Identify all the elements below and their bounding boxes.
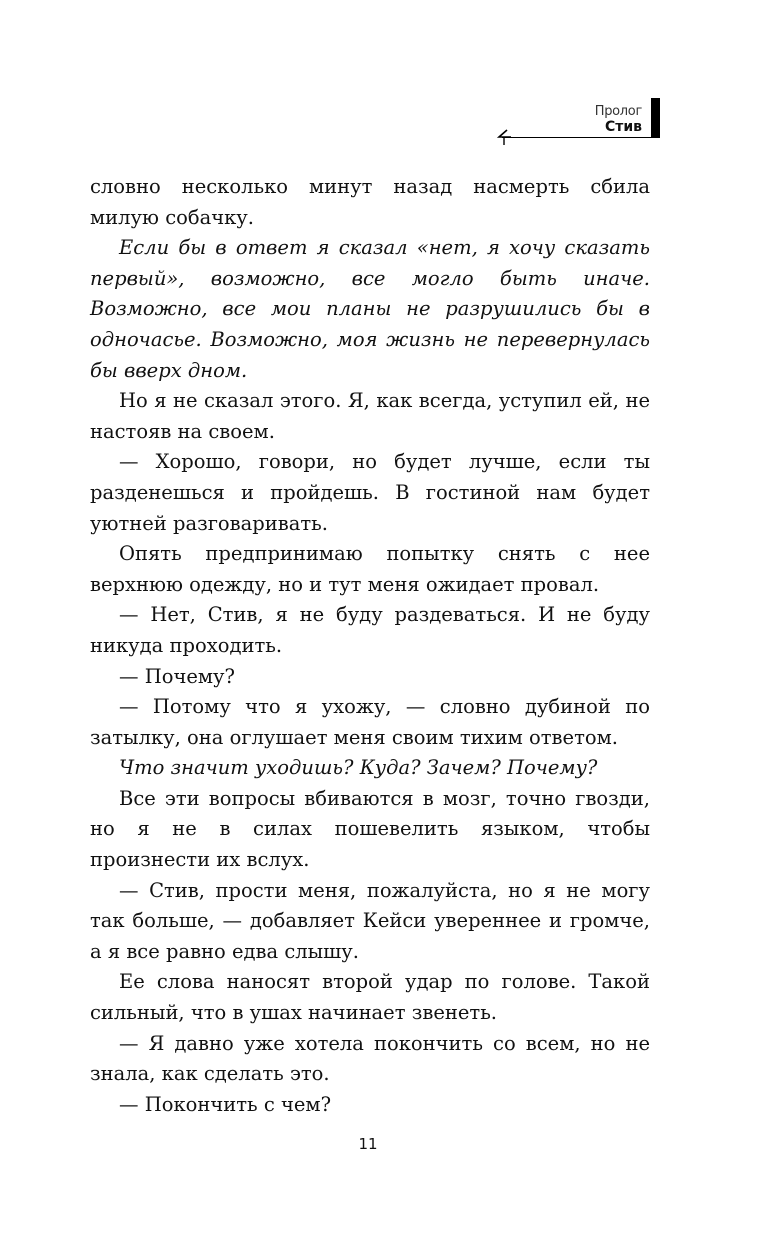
body-text	[90, 172, 650, 1120]
running-header	[420, 98, 660, 138]
paragraph: — Покончить с чем?	[119, 1092, 332, 1116]
paragraph: Ее слова наносят второй удар по голове. Такой сильный, что в ушах начинает звенеть.	[90, 970, 650, 1025]
paragraph: — Хорошо, говори, но будет лучше, если ты разденешься и пройдешь. В гостиной нам будет уютней разговаривать.	[90, 450, 650, 535]
paragraph: Опять предпринимаю попытку снять с нее верхнюю одежду, но и тут меня ожидает провал.	[90, 542, 650, 596]
page-number: 11	[358, 1135, 378, 1153]
paragraph: Все эти вопросы вбиваются в мозг, точно гвозди, но я не в силах пошевелить языком, чтобы произнести их вслух.	[90, 786, 650, 872]
header-bar	[651, 98, 660, 138]
paragraph-italic: Если бы в ответ я сказал «нет, я хочу сказать первый», возможно, все могло быть иначе. Возможно, все мои планы не разрушились бы в одночасье. Возможно, моя жизнь не перевернулась бы вверх дном.	[90, 236, 650, 382]
paragraph: словно несколько минут назад насмерть сбила милую собачку.	[90, 175, 650, 229]
header-chapter-title: Стив	[604, 119, 642, 135]
paragraph: — Я давно уже хотела покончить со всем, но не знала, как сделать это.	[90, 1031, 650, 1086]
paragraph: — Нет, Стив, я не буду раздеваться. И не буду никуда проходить.	[90, 603, 650, 657]
paragraph: Но я не сказал этого. Я, как всегда, уступил ей, не настояв на своем.	[90, 389, 650, 443]
paragraph: — Стив, прости меня, пожалуйста, но я не могу так больше, — добавляет Кейси увереннее и громче, а я все равно едва слышу.	[90, 878, 650, 963]
paragraph: — Почему?	[119, 664, 235, 688]
header-rule	[502, 137, 660, 138]
header-part-title: Пролог	[594, 104, 642, 119]
paragraph-italic: Что значит уходишь? Куда? Зачем? Почему?	[119, 756, 598, 780]
arrow-left-icon	[496, 128, 512, 146]
paragraph: — Потому что я ухожу, — словно дубиной по затылку, она оглушает меня своим тихим ответом.	[90, 695, 650, 749]
